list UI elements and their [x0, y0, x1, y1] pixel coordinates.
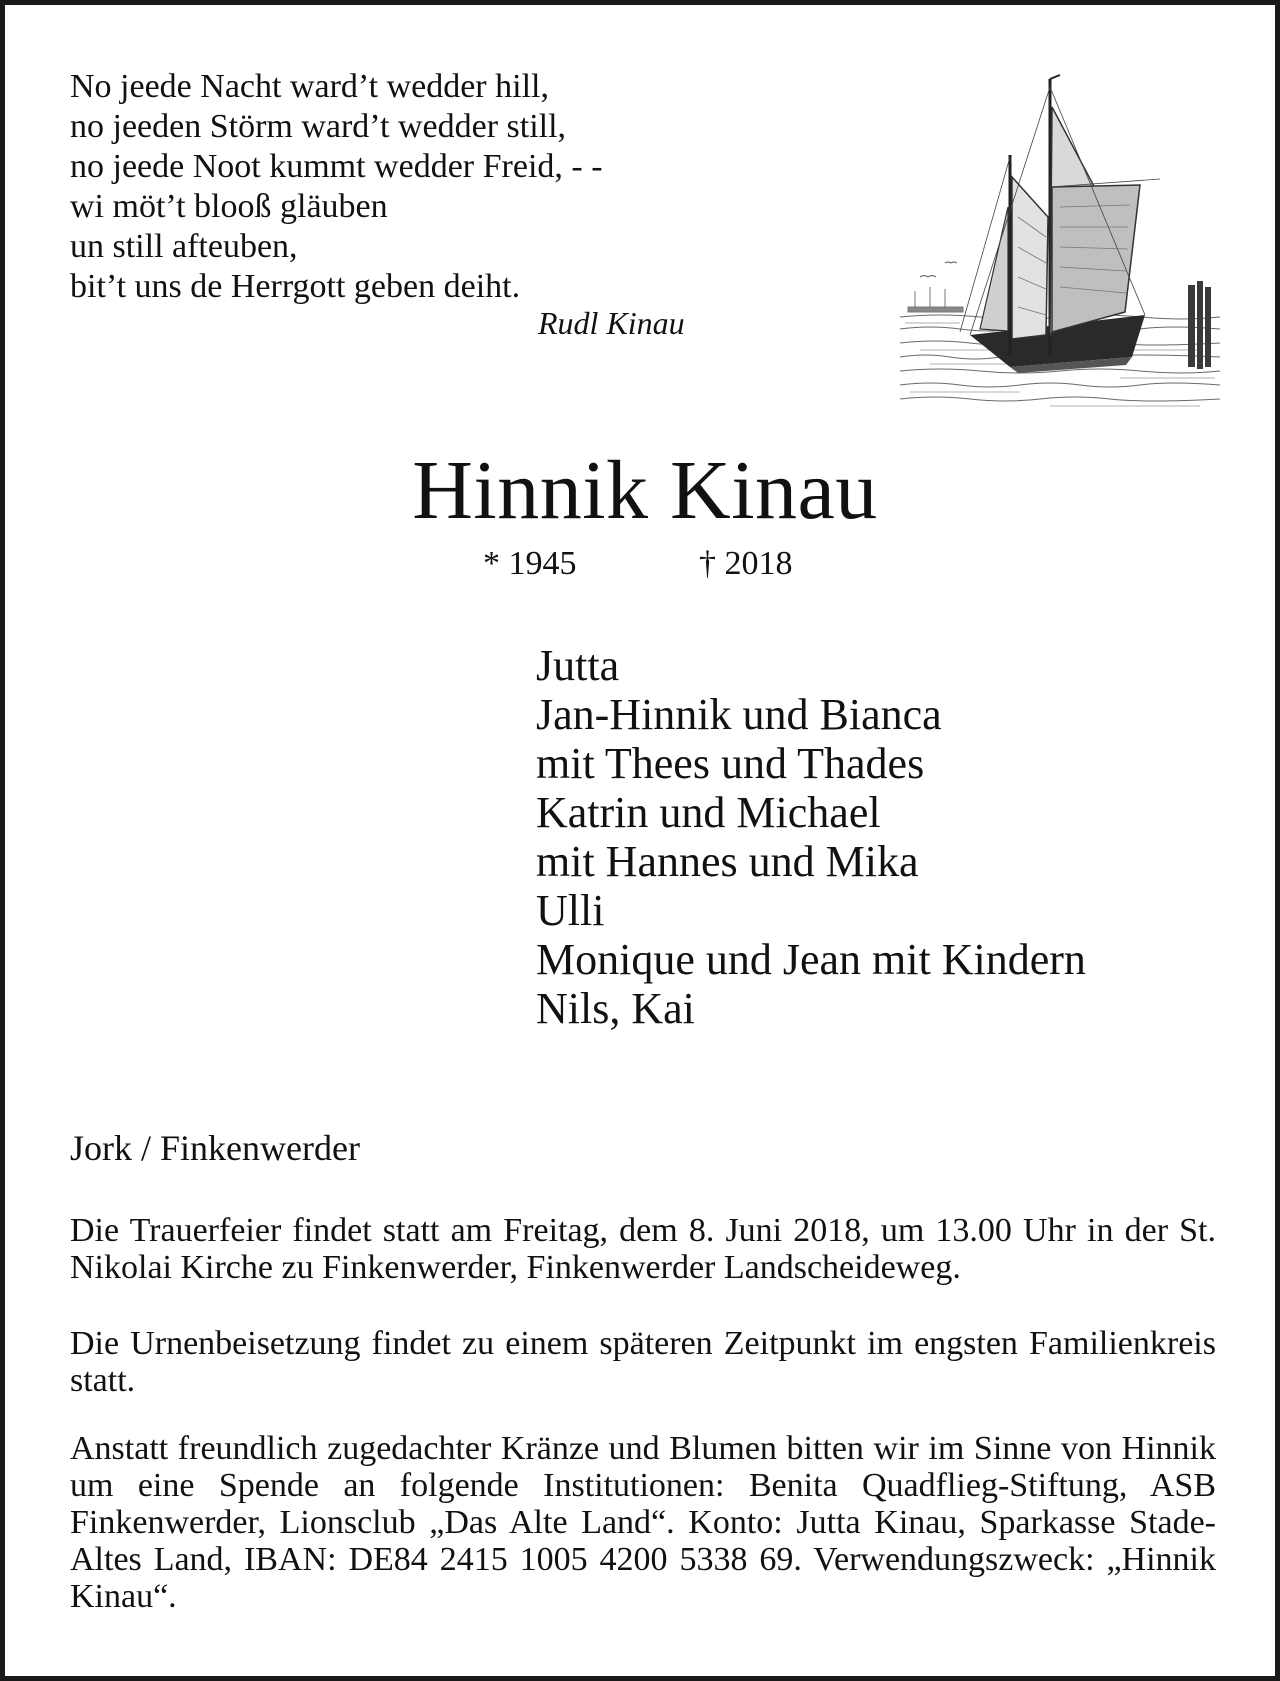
- poem-line: bit’t uns de Herrgott geben deiht.: [70, 268, 521, 305]
- poem-line: no jeeden Störm ward’t wedder still,: [70, 108, 567, 145]
- poem-line: No jeede Nacht ward’t wedder hill,: [70, 68, 549, 105]
- birth-year: * 1945: [483, 545, 577, 582]
- sailing-ship-icon: [900, 67, 1220, 412]
- family-member: mit Hannes und Mika: [536, 837, 919, 886]
- family-member: Katrin und Michael: [536, 788, 881, 837]
- deceased-name: Hinnik Kinau: [412, 444, 878, 537]
- funeral-info-paragraph: Die Trauerfeier findet statt am Freitag, dem 8. Juni 2018, um 13.00 Uhr in der St. Nikolai Kirche zu Finkenwerder, Finkenwerder Landscheideweg.: [70, 1212, 1216, 1286]
- death-year: † 2018: [699, 545, 793, 582]
- family-list: [536, 641, 1086, 1033]
- poem-line: no jeede Noot kummt wedder Freid, - -: [70, 148, 603, 185]
- burial-info-paragraph: Die Urnenbeisetzung findet zu einem späteren Zeitpunkt im engsten Familienkreis statt.: [70, 1325, 1216, 1399]
- family-member: Jutta: [536, 641, 620, 690]
- poem: [70, 67, 770, 307]
- family-member: Ulli: [536, 886, 605, 935]
- family-member: Jan-Hinnik und Bianca: [536, 690, 942, 739]
- poem-line: un still afteuben,: [70, 228, 298, 265]
- donation-info-paragraph: Anstatt freundlich zugedachter Kränze und Blumen bitten wir im Sinne von Hinnik um eine Spende an folgende Institutionen: Benita Quadflieg-Stiftung, ASB Finkenwerder, Lionsclub „Das Alte Land“. Konto: Jutta Kinau, Sparkasse Stade-Altes Land, IBAN: DE84 2415 1005 4200 5338 69. Verwendungszweck: „Hinnik Kinau“.: [70, 1430, 1216, 1615]
- family-member: Monique und Jean mit Kindern: [536, 935, 1086, 984]
- place-line: Jork / Finkenwerder: [70, 1128, 360, 1168]
- poem-author: Rudl Kinau: [538, 305, 685, 341]
- family-member: mit Thees und Thades: [536, 739, 925, 788]
- poem-line: wi möt’t blooß gläuben: [70, 188, 388, 225]
- family-member: Nils, Kai: [536, 984, 695, 1033]
